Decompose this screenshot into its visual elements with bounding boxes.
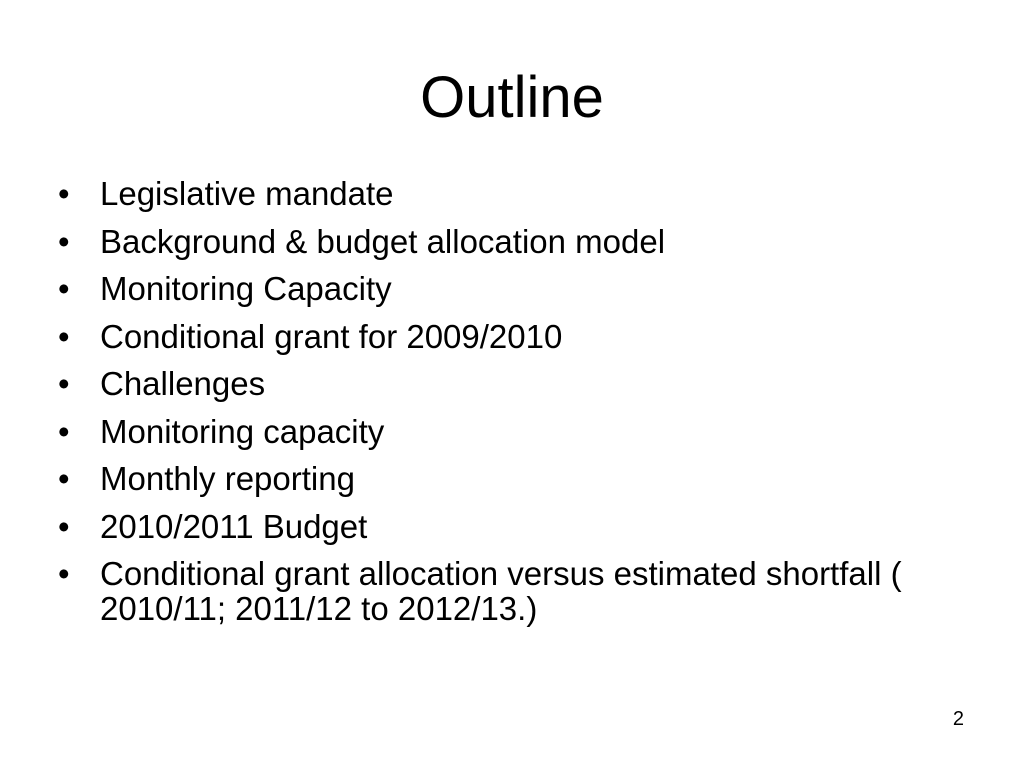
outline-item-monthly-reporting <box>58 461 958 496</box>
bullet-icon: • <box>58 270 70 307</box>
bullet-icon: • <box>58 365 70 402</box>
outline-item-challenges <box>58 366 958 401</box>
outline-item-background-budget-allocation-model <box>58 224 958 259</box>
outline-item-text: Conditional grant allocation versus estimated shortfall ( 2010/11; 2011/12 to 2012/13.) <box>100 555 902 627</box>
outline-list <box>58 176 958 639</box>
outline-item-monitoring-capacity-lowercase <box>58 414 958 449</box>
outline-item-legislative-mandate <box>58 176 958 211</box>
outline-item-2010-2011-budget <box>58 509 958 544</box>
outline-item-text: Challenges <box>100 365 266 402</box>
bullet-icon: • <box>58 412 70 450</box>
page-number: 2 <box>952 708 964 730</box>
outline-item-conditional-grant-allocation-shortfall <box>58 556 958 626</box>
bullet-icon: • <box>58 507 70 545</box>
outline-item-text: Conditional grant for 2009/2010 <box>100 317 563 355</box>
bullet-icon: • <box>58 555 70 592</box>
bullet-icon: • <box>58 222 70 260</box>
bullet-icon: • <box>58 460 70 497</box>
bullet-icon: • <box>58 317 70 355</box>
bullet-icon: • <box>58 175 70 212</box>
outline-item-text: Monthly reporting <box>100 460 355 497</box>
outline-item-text: Monitoring capacity <box>100 412 385 450</box>
outline-item-text: Legislative mandate <box>100 175 394 212</box>
outline-item-text: Monitoring Capacity <box>100 270 392 307</box>
outline-item-monitoring-capacity <box>58 271 958 306</box>
slide-title: Outline <box>420 65 604 130</box>
outline-item-conditional-grant-2009-2010 <box>58 319 958 354</box>
outline-item-text: 2010/2011 Budget <box>100 507 368 545</box>
outline-item-text: Background & budget allocation model <box>100 222 666 260</box>
